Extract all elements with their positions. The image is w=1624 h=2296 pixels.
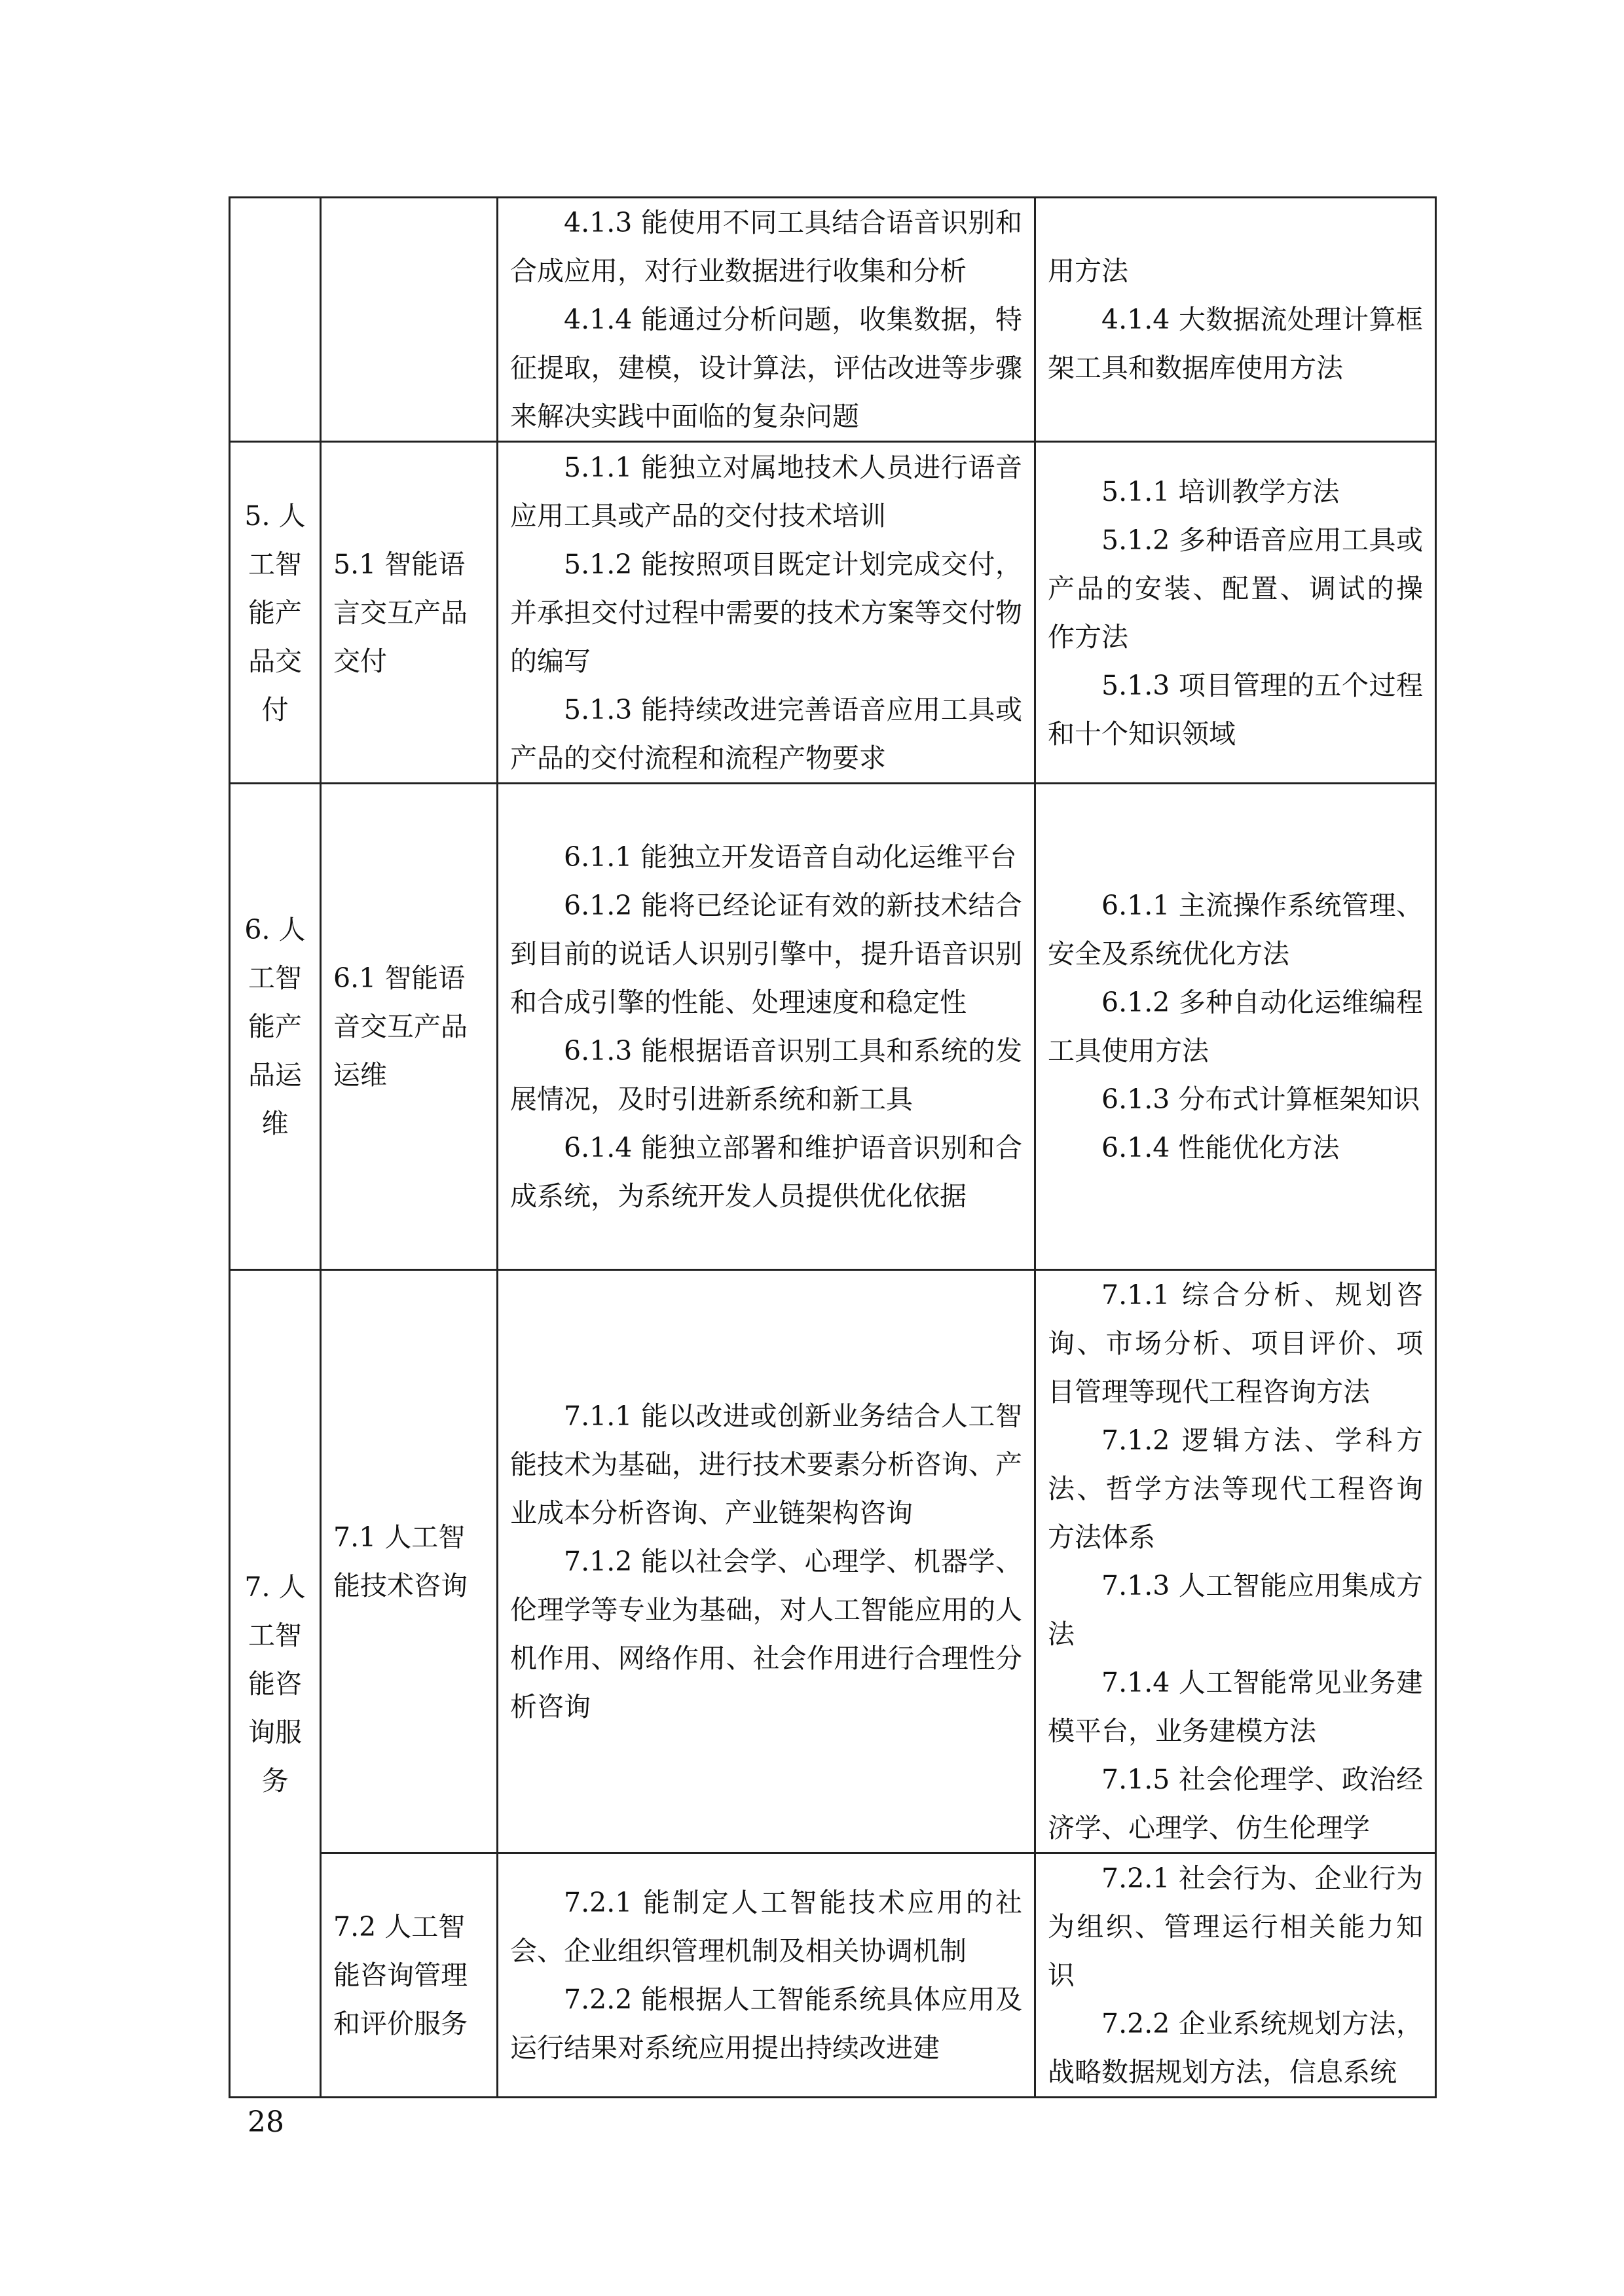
skill-item: 5.1.3 能持续改进完善语音应用工具或产品的交付流程和流程产物要求 (510, 693, 1022, 774)
subcategory-cell: 5.1 智能语言交互产品交付 (321, 442, 498, 784)
knowledge-item: 5.1.1 培训教学方法 (1101, 475, 1340, 507)
skill-item: 6.1.2 能将已经论证有效的新技术结合到目前的说话人识别引擎中，提升语音识别和合成引擎的性能、处理速度和稳定性 (510, 890, 1022, 1018)
table-row (230, 198, 1436, 442)
table-row (230, 442, 1436, 784)
skill-cell (498, 1853, 1035, 2098)
knowledge-item: 7.2.1 社会行为、企业行为为组织、管理运行相关能力知识 (1048, 1863, 1423, 1991)
knowledge-item: 7.1.4 人工智能常见业务建模平台，业务建模方法 (1048, 1667, 1423, 1747)
knowledge-item: 6.1.2 多种自动化运维编程工具使用方法 (1048, 987, 1423, 1066)
skill-cell (498, 198, 1035, 442)
category-cell: 7. 人工智能咨询服务 (230, 1270, 321, 2098)
knowledge-item: 4.1.4 大数据流处理计算框架工具和数据库使用方法 (1048, 304, 1423, 384)
skill-item: 6.1.1 能独立开发语音自动化运维平台 (564, 841, 1017, 873)
skill-item: 4.1.3 能使用不同工具结合语音识别和合成应用，对行业数据进行收集和分析 (510, 207, 1022, 287)
skill-cell (498, 784, 1035, 1270)
knowledge-item: 6.1.4 性能优化方法 (1101, 1132, 1340, 1163)
skill-item: 7.1.1 能以改进或创新业务结合人工智能技术为基础，进行技术要素分析咨询、产业成本分析咨询、产业链架构咨询 (510, 1400, 1022, 1529)
category-cell: 5. 人工智能产品交付 (230, 442, 321, 784)
subcategory-cell: 7.2 人工智能咨询管理和评价服务 (321, 1853, 498, 2098)
knowledge-item: 7.1.2 逻辑方法、学科方法、哲学方法等现代工程咨询方法体系 (1048, 1425, 1423, 1553)
skill-item: 7.2.2 能根据人工智能系统具体应用及运行结果对系统应用提出持续改进建 (510, 1984, 1022, 2064)
knowledge-cell (1035, 784, 1436, 1270)
category-cell: 6. 人工智能产品运维 (230, 784, 321, 1270)
knowledge-cell (1035, 198, 1436, 442)
skill-cell (498, 1270, 1035, 1853)
knowledge-item: 用方法 (1048, 255, 1128, 287)
skill-item: 7.1.2 能以社会学、心理学、机器学、伦理学等专业为基础，对人工智能应用的人机作用、网络作用、社会作用进行合理性分析咨询 (510, 1546, 1022, 1722)
knowledge-item: 6.1.3 分布式计算框架知识 (1101, 1084, 1420, 1115)
knowledge-item: 7.2.2 企业系统规划方法，战略数据规划方法，信息系统 (1048, 2008, 1423, 2088)
knowledge-item: 5.1.2 多种语音应用工具或产品的安装、配置、调试的操作方法 (1048, 524, 1423, 653)
skill-item: 7.2.1 能制定人工智能技术应用的社会、企业组织管理机制及相关协调机制 (510, 1887, 1022, 1967)
skill-cell (498, 442, 1035, 784)
skill-item: 5.1.1 能独立对属地技术人员进行语音应用工具或产品的交付技术培训 (510, 451, 1022, 532)
knowledge-item: 7.1.5 社会伦理学、政治经济学、心理学、仿生伦理学 (1048, 1764, 1423, 1844)
skills-table (229, 196, 1437, 2098)
knowledge-item: 7.1.1 综合分析、规划咨询、市场分析、项目评价、项目管理等现代工程咨询方法 (1048, 1279, 1423, 1408)
knowledge-item: 6.1.1 主流操作系统管理、安全及系统优化方法 (1048, 890, 1423, 970)
subcategory-cell (321, 198, 498, 442)
table-row (230, 1270, 1436, 1853)
category-cell (230, 198, 321, 442)
knowledge-cell (1035, 1270, 1436, 1853)
subcategory-cell: 6.1 智能语音交互产品运维 (321, 784, 498, 1270)
knowledge-item: 5.1.3 项目管理的五个过程和十个知识领域 (1048, 669, 1423, 750)
knowledge-item: 7.1.3 人工智能应用集成方法 (1048, 1570, 1423, 1650)
knowledge-cell (1035, 1853, 1436, 2098)
subcategory-cell: 7.1 人工智能技术咨询 (321, 1270, 498, 1853)
page-number: 28 (248, 2105, 284, 2139)
skill-item: 6.1.3 能根据语音识别工具和系统的发展情况，及时引进新系统和新工具 (510, 1035, 1022, 1115)
skill-item: 5.1.2 能按照项目既定计划完成交付，并承担交付过程中需要的技术方案等交付物的编写 (510, 548, 1022, 677)
table-row (230, 784, 1436, 1270)
table-row (230, 1853, 1436, 2098)
skill-item: 4.1.4 能通过分析问题，收集数据，特征提取，建模，设计算法，评估改进等步骤来解决实践中面临的复杂问题 (510, 304, 1022, 432)
skill-item: 6.1.4 能独立部署和维护语音识别和合成系统，为系统开发人员提供优化依据 (510, 1132, 1022, 1212)
knowledge-cell (1035, 442, 1436, 784)
